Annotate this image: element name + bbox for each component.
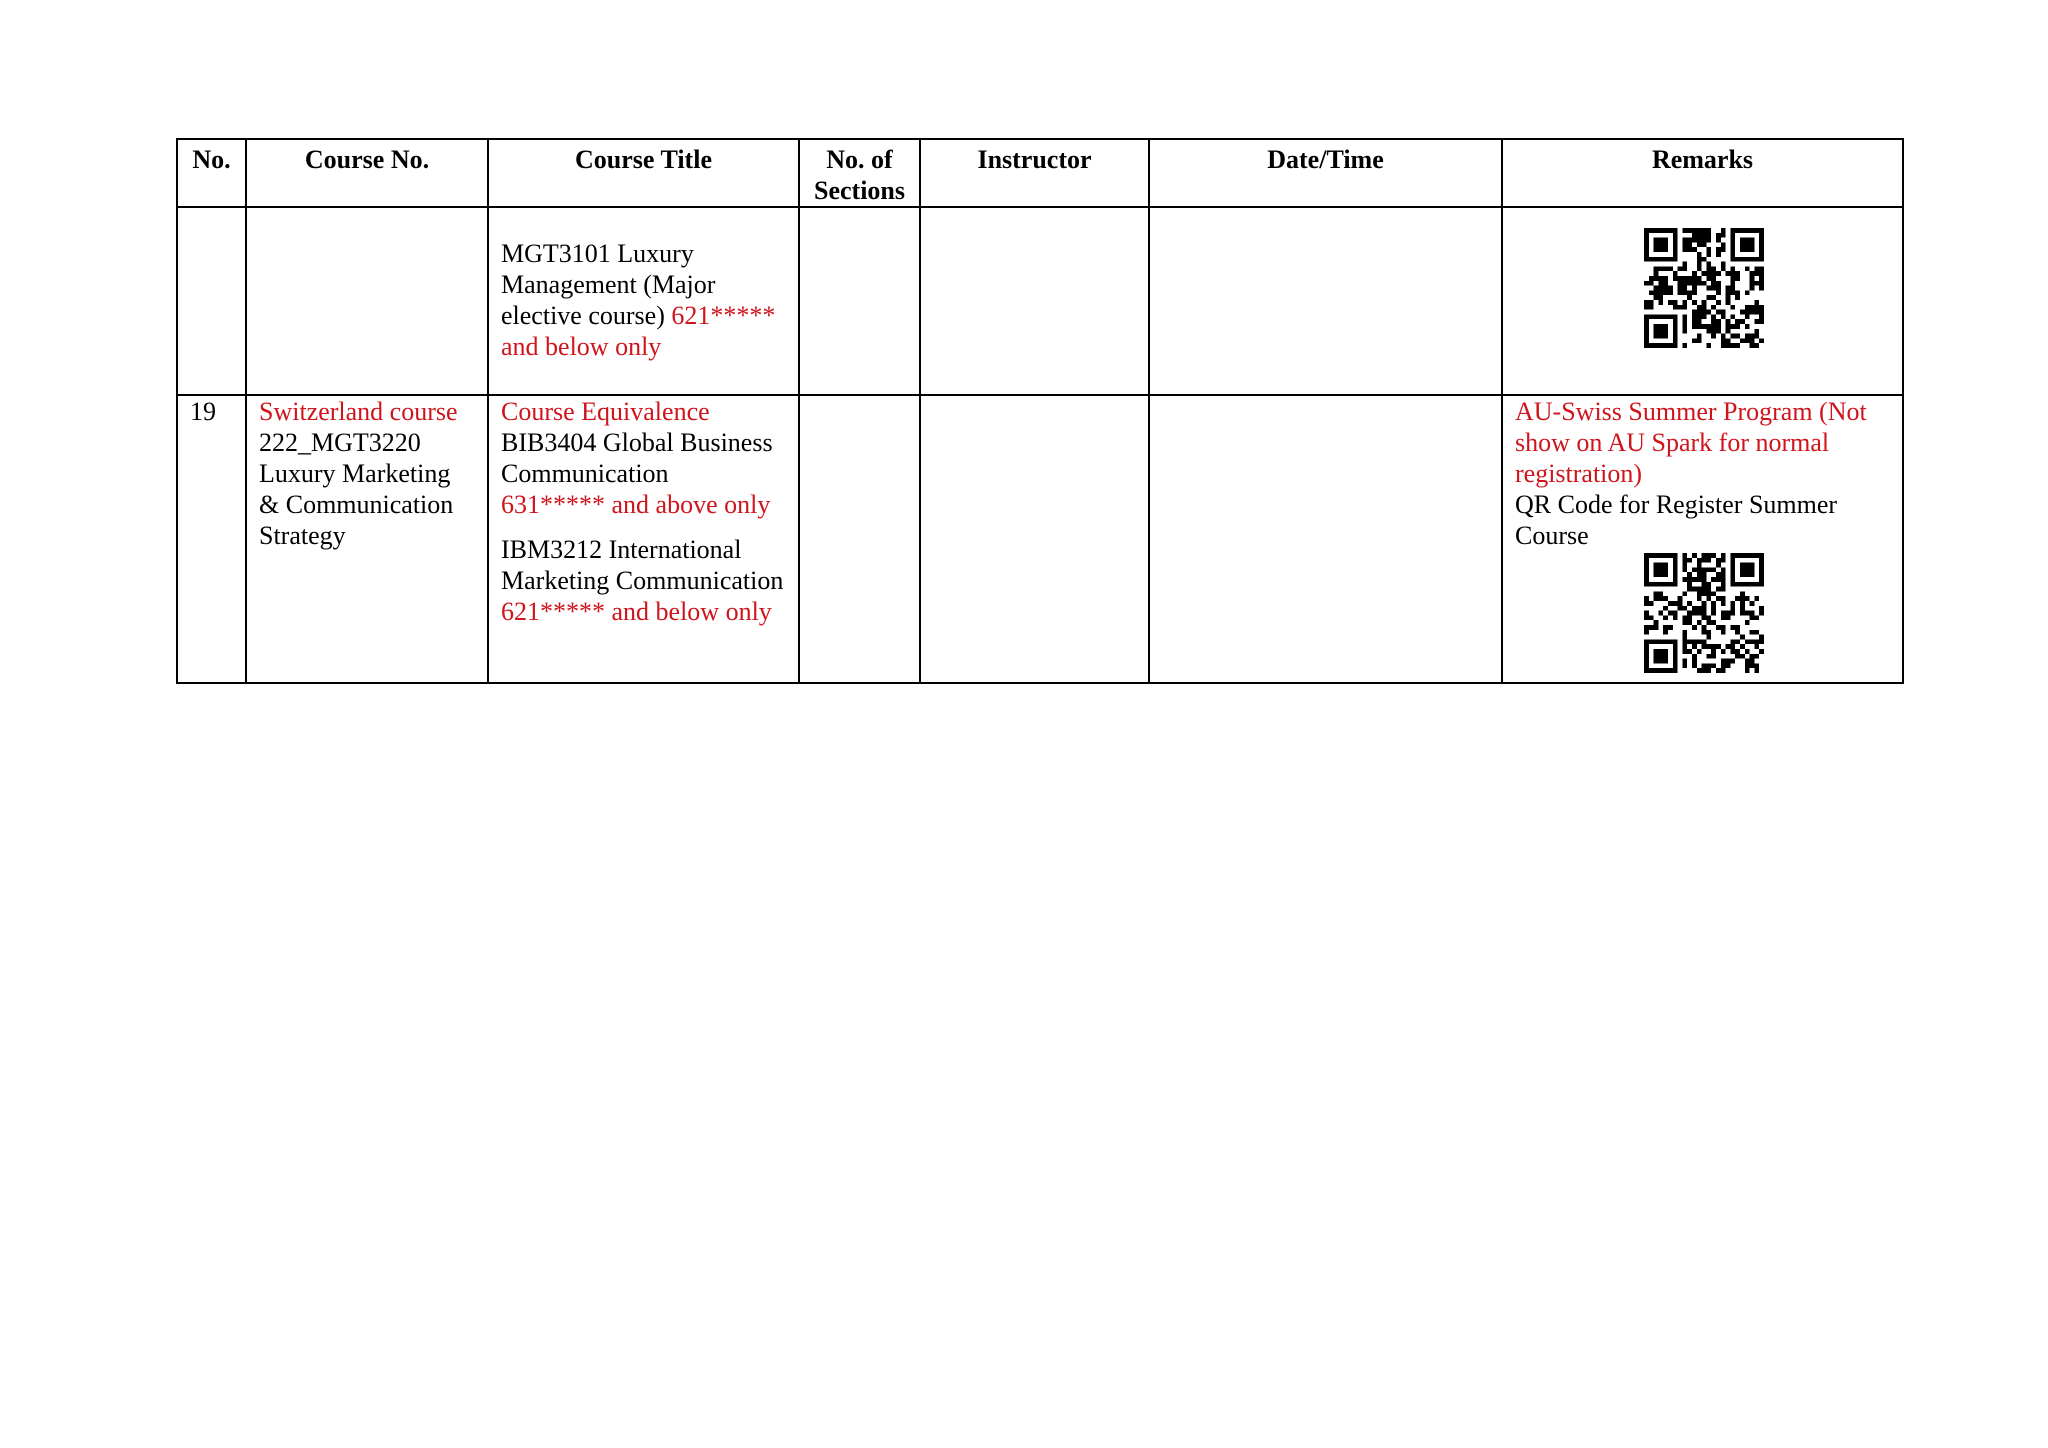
cell-course-title <box>488 207 799 395</box>
header-datetime: Date/Time <box>1149 139 1502 207</box>
header-sections-line1: No. of <box>826 145 893 174</box>
course-title-2-restriction: 621***** and below only <box>501 597 772 626</box>
course-title-1: BIB3404 Global Business Communication <box>501 428 773 488</box>
remarks-program: AU-Swiss Summer Program (Not show on AU Spark for normal registration) <box>1515 397 1867 488</box>
table-row <box>177 395 1903 683</box>
header-instructor: Instructor <box>920 139 1149 207</box>
course-title-text: MGT3101 Luxury Management (Major elective course) <box>501 239 716 330</box>
header-sections <box>799 139 920 207</box>
cell-datetime <box>1149 395 1502 683</box>
header-sections-line2: Sections <box>814 176 905 205</box>
cell-course-no <box>246 395 488 683</box>
course-schedule-table <box>176 138 1904 684</box>
cell-no <box>177 207 246 395</box>
cell-instructor <box>920 395 1149 683</box>
cell-sections <box>799 207 920 395</box>
cell-instructor <box>920 207 1149 395</box>
qr-code-icon <box>1644 228 1764 348</box>
header-remarks: Remarks <box>1502 139 1903 207</box>
course-title-2: IBM3212 International Marketing Communication <box>501 535 784 595</box>
cell-no: 19 <box>177 395 246 683</box>
remarks-qr-caption: QR Code for Register Summer Course <box>1515 490 1838 550</box>
header-course-title: Course Title <box>488 139 799 207</box>
course-title-restriction: 621***** and below only <box>501 301 776 361</box>
cell-sections <box>799 395 920 683</box>
cell-course-no <box>246 207 488 395</box>
header-course-no: Course No. <box>246 139 488 207</box>
qr-code-icon <box>1644 553 1764 673</box>
course-no-text: 222_MGT3220 Luxury Marketing & Communication Strategy <box>259 428 454 550</box>
cell-course-title <box>488 395 799 683</box>
cell-datetime <box>1149 207 1502 395</box>
course-title-1-restriction: 631***** and above only <box>501 490 771 519</box>
header-no: No. <box>177 139 246 207</box>
table-row <box>177 207 1903 395</box>
course-no-location: Switzerland course <box>259 397 458 426</box>
cell-remarks <box>1502 207 1903 395</box>
header-row <box>177 139 1903 207</box>
cell-remarks <box>1502 395 1903 683</box>
course-equivalence-label: Course Equivalence <box>501 397 710 426</box>
